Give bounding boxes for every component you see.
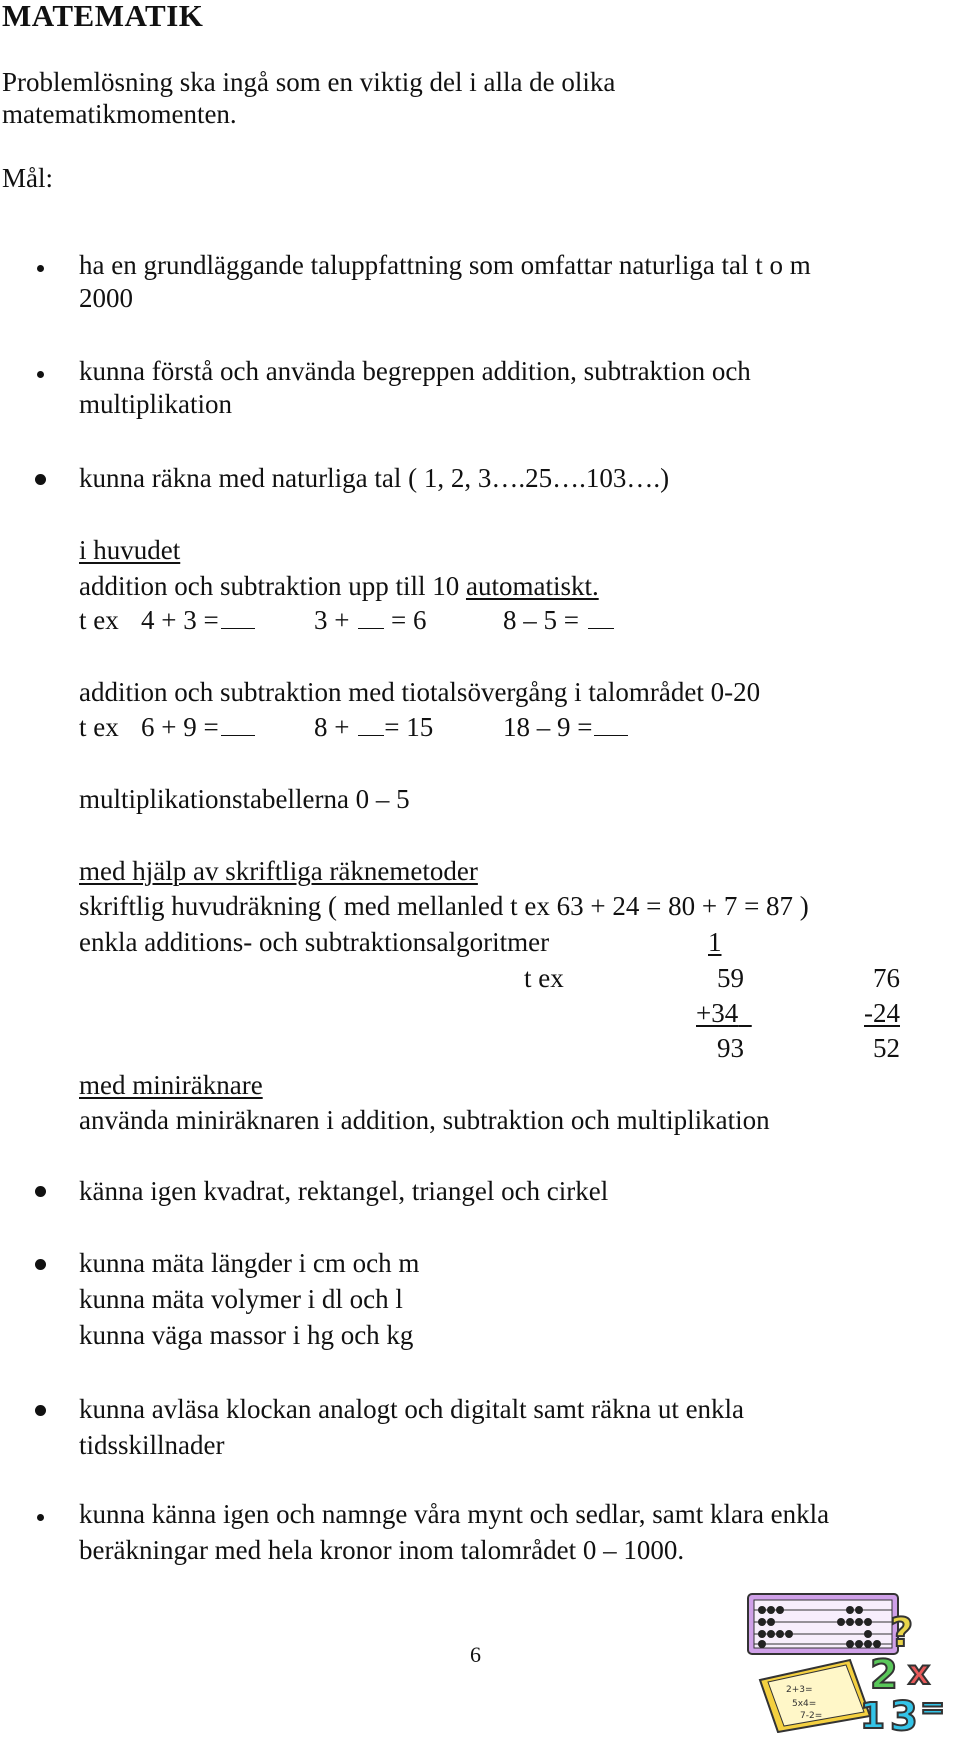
goal-3: kunna räkna med naturliga tal ( 1, 2, 3….25….103….) [79, 463, 670, 493]
goals-label: Mål: [2, 163, 53, 193]
example-1-b-left: 3 + [314, 605, 350, 635]
mental-line-3: multiplikationstabellerna 0 – 5 [79, 784, 410, 814]
example-2-b-right: = 15 [384, 712, 434, 742]
section-mental-heading: i huvudet [79, 535, 181, 565]
svg-text:?: ? [890, 1610, 914, 1656]
goal-7-line-1: kunna känna igen och namnge våra mynt och sedlar, samt klara enkla [79, 1499, 830, 1529]
answer-blank [594, 734, 628, 736]
bullet-dot [37, 265, 44, 272]
goal-5-line-1: kunna mäta längder i cm och m [79, 1248, 420, 1278]
svg-text:1: 1 [860, 1696, 886, 1733]
intro-line-2: matematikmomenten. [2, 99, 237, 129]
goal-7-line-2: beräkningar med hela kronor inom talområdet 0 – 1000. [79, 1535, 685, 1565]
carry-digit: 1 [708, 927, 722, 957]
written-line-2: enkla additions- och subtraktionsalgoritmer [79, 927, 550, 957]
mental-line-1 [79, 568, 599, 604]
example-2-a-text: 6 + 9 = [141, 712, 219, 742]
bullet-dot [35, 474, 46, 485]
calculator-line-1: använda miniräknaren i addition, subtraktion och multiplikation [79, 1105, 770, 1135]
bullet-dot [37, 371, 44, 378]
example-1-c-text: 8 – 5 = [503, 605, 579, 635]
example-2-b-left: 8 + [314, 712, 350, 742]
example-2-c [503, 709, 628, 745]
addition-term-2 [696, 995, 752, 1031]
example-1-b [314, 602, 426, 638]
answer-blank [221, 734, 255, 736]
page-title: MATEMATIK [2, 0, 204, 33]
goal-2-line-2: multiplikation [79, 389, 232, 419]
svg-text:5x4=: 5x4= [792, 1699, 817, 1709]
section-calculator-heading: med miniräknare [79, 1070, 263, 1100]
section-written-heading: med hjälp av skriftliga räknemetoder [79, 856, 478, 886]
svg-text:=: = [920, 1691, 946, 1726]
mental-line-1-text: addition och subtraktion upp till 10 [79, 571, 460, 601]
svg-text:2+3=: 2+3= [786, 1685, 813, 1695]
goal-5-line-3: kunna väga massor i hg och kg [79, 1320, 414, 1350]
mental-line-2: addition och subtraktion med tiotalsövergång i talområdet 0-20 [79, 677, 761, 707]
goal-1-line-1: ha en grundläggande taluppfattning som omfattar naturliga tal t o m [79, 250, 811, 280]
subtraction-term-1: 76 [873, 963, 900, 993]
goal-6-line-2: tidsskillnader [79, 1430, 225, 1460]
intro-line-1: Problemlösning ska ingå som en viktig del i alla de olika [2, 67, 616, 97]
answer-blank [358, 627, 384, 629]
bullet-dot [35, 1259, 46, 1270]
bullet-dot [35, 1186, 46, 1197]
example-1-tex: t ex [79, 605, 119, 635]
mental-line-1-emphasis: automatiskt. [465, 571, 599, 601]
example-1-a-text: 4 + 3 = [141, 605, 219, 635]
example-1-c [503, 602, 614, 638]
written-line-1: skriftlig huvudräkning ( med mellanled t ex 63 + 24 = 80 + 7 = 87 ) [79, 891, 809, 921]
math-clipart-image [740, 1588, 960, 1733]
bullet-dot [37, 1514, 44, 1521]
example-2-a [141, 709, 255, 745]
addition-term-2-text: +34 [696, 998, 739, 1028]
svg-text:7-2=: 7-2= [800, 1711, 823, 1721]
svg-text:2: 2 [870, 1652, 898, 1698]
goal-4: känna igen kvadrat, rektangel, triangel och cirkel [79, 1176, 609, 1206]
abacus-numbers-icon [740, 1588, 960, 1733]
page-number: 6 [470, 1642, 481, 1667]
subtraction-result: 52 [873, 1033, 900, 1063]
subtraction-term-2: -24 [864, 998, 900, 1028]
example-2-c-text: 18 – 9 = [503, 712, 593, 742]
example-2-tex: t ex [79, 712, 119, 742]
addition-term-1: 59 [717, 963, 744, 993]
example-1-b-right: = 6 [390, 605, 427, 635]
example-1-a [141, 602, 255, 638]
answer-blank [221, 627, 255, 629]
goal-5-line-2: kunna mäta volymer i dl och l [79, 1284, 403, 1314]
bullet-dot [35, 1405, 46, 1416]
algorithm-tex: t ex [524, 963, 564, 993]
goal-2-line-1: kunna förstå och använda begreppen addition, subtraktion och [79, 356, 751, 386]
svg-text:3: 3 [890, 1694, 918, 1733]
example-2-b [314, 709, 433, 745]
svg-text:x: x [908, 1653, 930, 1693]
addition-result: 93 [717, 1033, 744, 1063]
goal-1-line-2: 2000 [79, 283, 133, 313]
answer-blank [588, 627, 614, 629]
answer-blank [358, 734, 384, 736]
goal-6-line-1: kunna avläsa klockan analogt och digitalt samt räkna ut enkla [79, 1394, 745, 1424]
